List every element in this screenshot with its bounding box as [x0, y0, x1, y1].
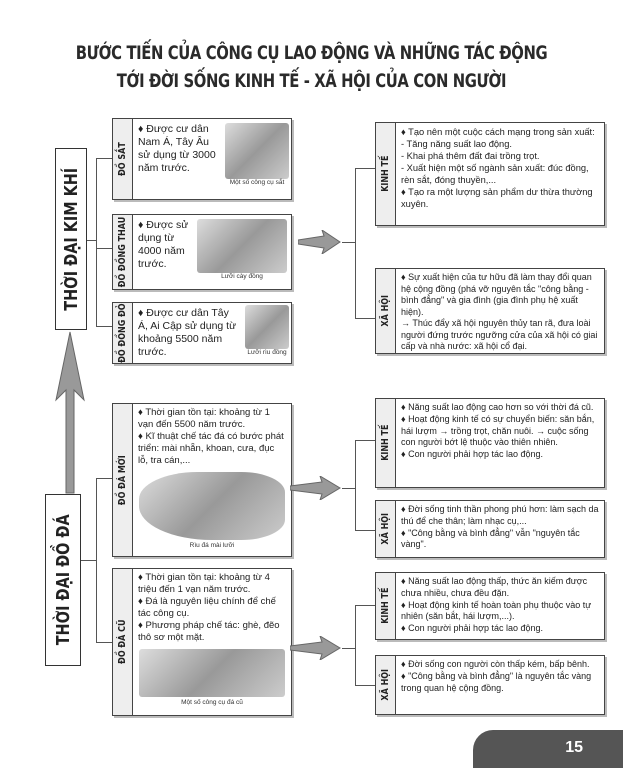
tool-box-copper — [112, 302, 292, 364]
era-stone-age — [45, 494, 81, 666]
effect-label: KINH TẾ — [380, 587, 391, 625]
era-metal-label: THỜI ĐẠI KIM KHÍ — [60, 167, 82, 311]
tool-label: ĐỒ ĐÁ CŨ — [117, 619, 128, 665]
image-caption: Rìu đá mài lưỡi — [189, 542, 235, 549]
effect-text: ♦ Năng suất lao động thấp, thức ăn kiếm được chưa nhiều, chưa đều đặn. ♦ Hoạt động kinh tế hoàn toàn phụ thuộc vào tự nhiên (săn bắt, hái lượm,...). ♦ Con người phải hợp tác lao động. — [401, 576, 592, 634]
effect-label: KINH TẾ — [380, 155, 391, 193]
effect-box-metal-society — [375, 268, 605, 354]
tool-text: ♦ Được sử dụng từ 4000 năm trước. — [138, 219, 189, 270]
tool-text: ♦ Thời gian tồn tại: khoảng từ 4 triệu đến 1 vạn năm trước. ♦ Đá là nguyên liệu chính để chế tác công cụ. ♦ Phương pháp chế tác: ghè, đẽo thô sơ một mặt. — [138, 572, 280, 643]
effect-text: ♦ Đời sống tinh thần phong phú hơn: làm sạch da thú để che thân; làm nhạc cụ,... ♦ "Công bằng và bình đẳng" vẫn "nguyên tắc vàng". — [401, 504, 599, 550]
right-arrow-icon — [290, 636, 342, 660]
effect-text: ♦ Đời sống con người còn thấp kém, bấp bênh. ♦ "Công bằng và bình đẳng" là nguyên tắc vàng trong quan hệ cộng đồng. — [401, 659, 592, 693]
tool-box-neolithic — [112, 403, 292, 557]
iron-tools-image — [225, 123, 289, 179]
effect-text: ♦ Sự xuất hiện của tư hữu đã làm thay đổi quan hệ cộng đồng (phá vỡ nguyên tắc "công bằng - bình đẳng" và gia đình (gia đình phụ hệ xuất hiện). → Thúc đẩy xã hội nguyên thủy tan rã, đưa loài người đứng trước ngưỡng cửa của xã hội có giai cấp và nhà nước: xã hội cổ đại. — [401, 272, 598, 351]
image-caption: Một số công cụ đá cũ — [181, 699, 243, 706]
stone-axe-image — [139, 472, 285, 540]
page-title-line2: TỚI ĐỜI SỐNG KINH TẾ - XÃ HỘI CỦA CON NGƯỜI — [116, 70, 507, 92]
stone-tools-image — [139, 649, 285, 697]
image-caption: Một số công cụ sắt — [229, 179, 285, 186]
tool-box-paleolithic — [112, 568, 292, 716]
tool-box-bronze — [112, 214, 292, 290]
effect-box-neolithic-society — [375, 500, 605, 558]
right-arrow-icon — [290, 476, 342, 500]
image-caption: Lưỡi cày đồng — [221, 273, 263, 280]
effect-box-paleolithic-economy — [375, 572, 605, 640]
tool-label: ĐỒ SẮT — [117, 142, 128, 176]
up-arrow-icon — [50, 330, 90, 495]
effect-label: KINH TẾ — [380, 424, 391, 462]
effect-box-paleolithic-society — [375, 655, 605, 715]
effect-text: ♦ Tạo nên một cuộc cách mạng trong sản xuất: - Tăng năng suất lao động. - Khai phá thêm đất đai trồng trọt. - Xuất hiện một số ngành sản xuất: đúc đồng, rèn sắt, đóng thuyền,... ♦ Tạo ra một lượng sản phẩm dư thừa thường xuyên. — [401, 127, 595, 209]
effect-box-metal-economy — [375, 122, 605, 226]
tool-label: ĐỒ ĐỒNG THAU — [117, 216, 128, 288]
page-title-line1: BƯỚC TIẾN CỦA CÔNG CỤ LAO ĐỘNG VÀ NHỮNG TÁC ĐỘNG — [75, 42, 548, 64]
effect-label: XÃ HỘI — [380, 295, 391, 327]
copper-axe-image — [245, 305, 289, 349]
effect-text: ♦ Năng suất lao động cao hơn so với thời đá cũ. ♦ Hoạt động kinh tế có sự chuyển biến: săn bắn, hái lượm → trồng trọt, chăn nuôi. → cuộc sống con người bớt lệ thuộc vào thiên nhiên. ♦ Con người phải hợp tác lao động. — [401, 402, 595, 460]
effect-label: XÃ HỘI — [380, 669, 391, 701]
tool-label: ĐỒ ĐÁ MỚI — [117, 455, 128, 505]
era-metal-age — [55, 148, 87, 330]
page-number: 15 — [473, 730, 623, 768]
tool-text: ♦ Được cư dân Tây Á, Ai Cập sử dụng từ khoảng 5500 năm trước. — [138, 307, 237, 358]
effect-box-neolithic-economy — [375, 398, 605, 488]
era-stone-label: THỜI ĐẠI ĐỒ ĐÁ — [52, 514, 74, 646]
tool-text: ♦ Thời gian tồn tại: khoảng từ 1 vạn đến 5500 năm trước. ♦ Kĩ thuật chế tác đá có bước phát triển: mài nhẵn, khoan, cưa, đục lỗ, tra cán,... — [138, 407, 284, 466]
effect-label: XÃ HỘI — [380, 513, 391, 545]
tool-label: ĐỒ ĐỒNG ĐỎ — [117, 303, 128, 363]
right-arrow-icon — [298, 230, 342, 254]
tool-text: ♦ Được cư dân Nam Á, Tây Âu sử dụng từ 3000 năm trước. — [138, 123, 216, 174]
image-caption: Lưỡi rìu đồng — [247, 349, 287, 356]
tool-box-iron — [112, 118, 292, 200]
bronze-plough-image — [197, 219, 287, 273]
